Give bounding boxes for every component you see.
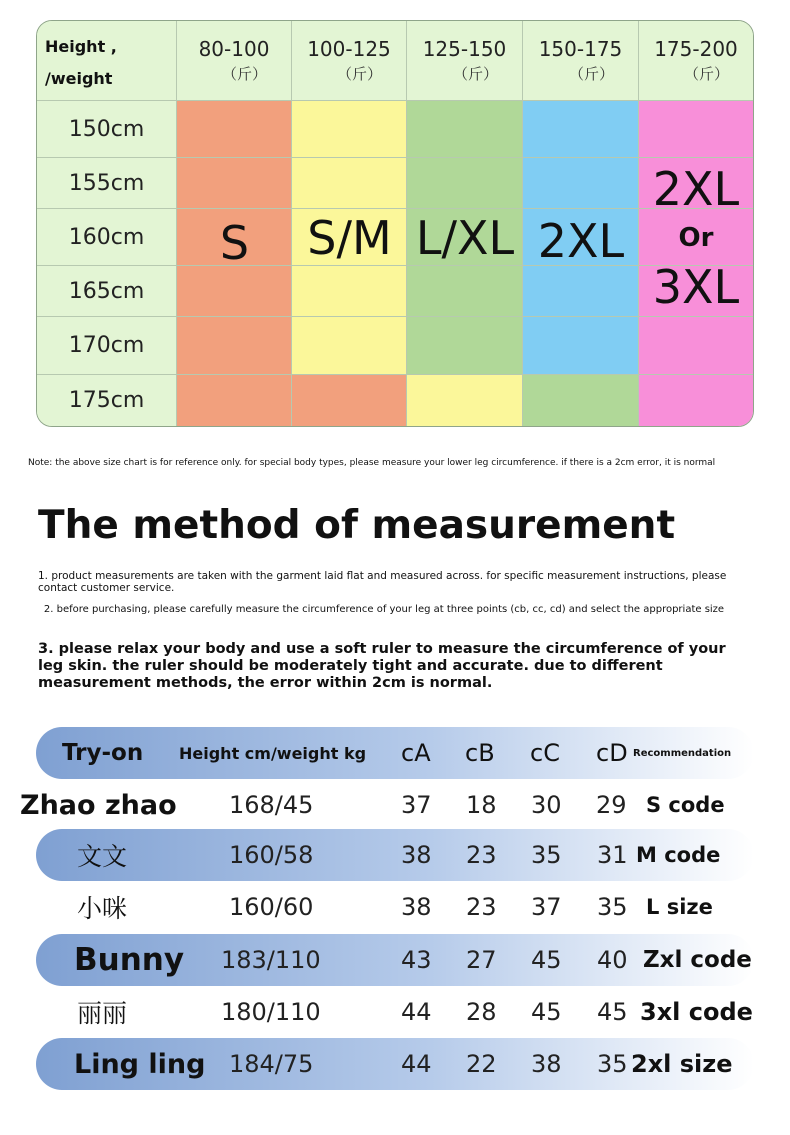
tryon-cb: 22	[466, 1050, 497, 1078]
tryon-height-weight: 183/110	[221, 946, 321, 974]
size-label-2xl: 2XL	[537, 213, 625, 268]
weight-range: 150-175	[538, 37, 623, 61]
size-cell	[523, 317, 639, 375]
tryon-header-row	[0, 727, 790, 779]
tryon-name: 小咪	[77, 894, 128, 923]
size-label-3xl: 3XL	[652, 259, 740, 314]
size-cell	[639, 317, 753, 375]
size-cell	[177, 101, 292, 158]
tryon-cd: 45	[597, 998, 628, 1026]
weight-range: 175-200	[654, 37, 738, 61]
tryon-name: 文文	[77, 842, 128, 871]
tryon-recommendation: 2xl size	[631, 1050, 733, 1078]
header-cb: cB	[465, 739, 495, 767]
tryon-cd: 29	[596, 791, 627, 819]
header-cd: cD	[596, 739, 628, 767]
tryon-cc: 38	[531, 1050, 562, 1078]
tryon-ca: 44	[401, 1050, 432, 1078]
tryon-cb: 23	[466, 841, 497, 869]
weight-range: 100-125	[307, 37, 391, 61]
size-cell	[177, 375, 292, 426]
height-cell: 155cm	[37, 158, 177, 209]
weight-unit: （斤）	[683, 65, 729, 83]
tryon-cb: 28	[466, 998, 497, 1026]
height-cell: 170cm	[37, 317, 177, 375]
corner-header	[37, 21, 177, 101]
tryon-ca: 43	[401, 946, 432, 974]
corner-label-height: Height ,	[45, 37, 117, 56]
size-label-2xl-or-3xl	[639, 158, 753, 317]
tryon-cc: 30	[531, 791, 562, 819]
height-cell: 165cm	[37, 266, 177, 317]
tryon-recommendation: M code	[636, 843, 721, 867]
header-ca: cA	[401, 739, 431, 767]
tryon-ca: 38	[401, 893, 432, 921]
method-paragraph-2: 2. before purchasing, please carefully measure the circumference of your leg at three points (cb, cc, cd) and select the appropriate size	[43, 604, 725, 615]
size-cell	[407, 317, 523, 375]
tryon-cc: 35	[531, 841, 562, 869]
tryon-height-weight: 180/110	[221, 998, 321, 1026]
table-row	[0, 934, 790, 986]
weight-unit: （斤）	[221, 65, 267, 83]
tryon-cb: 27	[466, 946, 497, 974]
size-cell	[407, 375, 523, 426]
tryon-cd: 31	[597, 841, 628, 869]
weight-header	[177, 21, 292, 101]
table-row	[0, 881, 790, 933]
height-cell: 175cm	[37, 375, 177, 426]
size-cell	[292, 375, 407, 426]
method-paragraph-1: 1. product measurements are taken with the garment laid flat and measured across. for specific measurement instructions, please contact customer service.	[38, 570, 727, 594]
tryon-recommendation: S code	[646, 793, 725, 817]
weight-header	[407, 21, 523, 101]
header-tryon: Try-on	[62, 740, 144, 766]
size-label-lxl: L/XL	[415, 210, 515, 265]
weight-range: 125-150	[422, 37, 507, 61]
size-chart	[36, 20, 754, 427]
tryon-height-weight: 160/60	[229, 893, 314, 921]
tryon-recommendation: L size	[646, 895, 713, 919]
size-chart-note: Note: the above size chart is for reference only. for special body types, please measure your lower leg circumference. if there is a 2cm error, it is normal	[28, 458, 716, 468]
weight-range: 80-100	[198, 37, 270, 61]
weight-header	[292, 21, 407, 101]
method-paragraph-3: 3. please relax your body and use a soft ruler to measure the circumference of your leg skin. the ruler should be moderately tight and accurate. due to different measurement methods, the error within 2cm is normal.	[38, 641, 726, 691]
weight-unit: （斤）	[568, 65, 614, 83]
tryon-name: Zhao zhao	[20, 789, 177, 821]
tryon-cd: 35	[597, 1050, 628, 1078]
tryon-height-weight: 168/45	[229, 791, 314, 819]
tryon-recommendation: 3xl code	[640, 998, 753, 1026]
corner-label-weight: /weight	[45, 69, 113, 88]
size-cell	[639, 101, 753, 158]
table-row	[0, 779, 790, 831]
header-cc: cC	[530, 739, 560, 767]
size-cell	[177, 317, 292, 375]
weight-unit: （斤）	[452, 65, 498, 83]
tryon-cd: 35	[597, 893, 628, 921]
header-recommendation: Recommendation	[633, 747, 732, 759]
weight-unit: （斤）	[336, 65, 382, 83]
method-title: The method of measurement	[38, 503, 676, 548]
weight-header	[639, 21, 753, 101]
size-label-s: S	[219, 215, 250, 270]
tryon-height-weight: 160/58	[229, 841, 314, 869]
tryon-cc: 45	[531, 946, 562, 974]
size-label-sm: S/M	[307, 210, 392, 265]
size-cell	[292, 101, 407, 158]
tryon-cc: 45	[531, 998, 562, 1026]
size-cell	[292, 317, 407, 375]
tryon-ca: 38	[401, 841, 432, 869]
tryon-ca: 37	[401, 791, 432, 819]
tryon-cb: 23	[466, 893, 497, 921]
tryon-cb: 18	[466, 791, 497, 819]
tryon-recommendation: Zxl code	[643, 947, 752, 973]
table-row	[0, 829, 790, 881]
tryon-name: 丽丽	[77, 999, 128, 1028]
tryon-height-weight: 184/75	[229, 1050, 314, 1078]
table-row	[0, 1038, 790, 1090]
table-row	[0, 986, 790, 1038]
tryon-ca: 44	[401, 998, 432, 1026]
height-cell: 150cm	[37, 101, 177, 158]
size-cell	[639, 375, 753, 426]
height-cell: 160cm	[37, 209, 177, 266]
size-label-or: Or	[678, 222, 714, 253]
size-cell	[523, 375, 639, 426]
weight-header	[523, 21, 639, 101]
size-label-2xl-alt: 2XL	[652, 161, 740, 216]
tryon-cc: 37	[531, 893, 562, 921]
tryon-name: Ling ling	[74, 1048, 206, 1080]
header-height-weight: Height cm/weight kg	[179, 743, 367, 763]
size-cell	[523, 101, 639, 158]
tryon-cd: 40	[597, 946, 628, 974]
tryon-name: Bunny	[74, 942, 185, 978]
size-cell	[407, 101, 523, 158]
